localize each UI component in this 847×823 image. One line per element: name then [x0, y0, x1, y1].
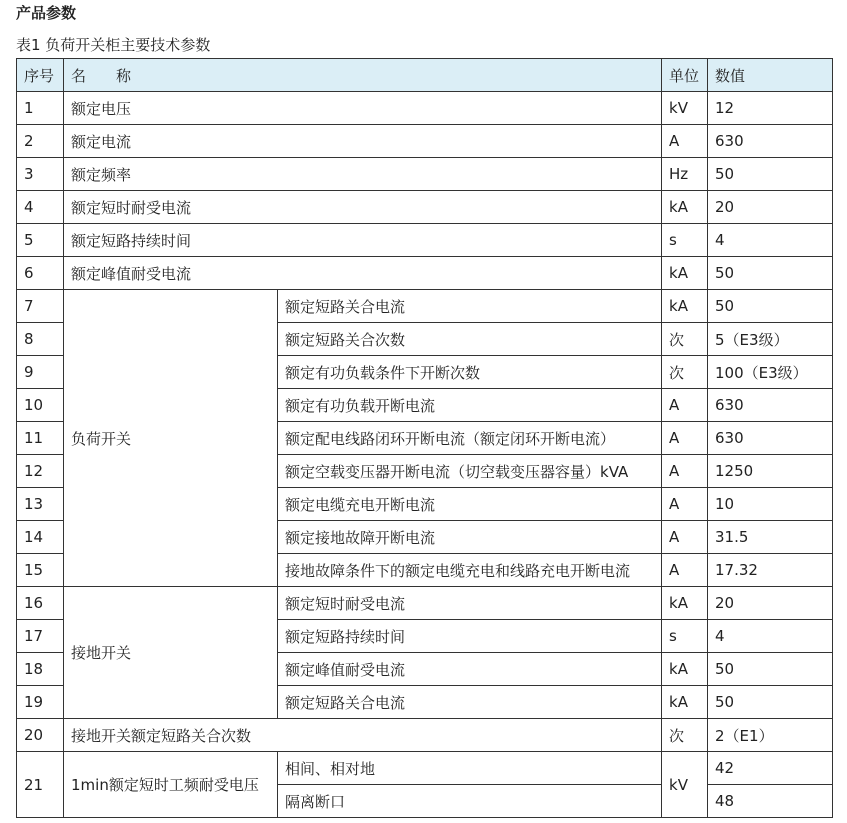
cell-value: 12: [708, 92, 833, 125]
cell-name: 接地开关额定短路关合次数: [64, 719, 662, 752]
cell-name: 额定有功负载条件下开断次数: [278, 356, 662, 389]
col-header-name: 名 称: [64, 59, 662, 92]
cell-value: 5（E3级）: [708, 323, 833, 356]
cell-name: 额定峰值耐受电流: [64, 257, 662, 290]
cell-no: 2: [17, 125, 64, 158]
cell-value: 630: [708, 422, 833, 455]
cell-unit: kA: [662, 191, 708, 224]
cell-name: 额定短路关合次数: [278, 323, 662, 356]
cell-value: 50: [708, 653, 833, 686]
cell-name: 额定接地故障开断电流: [278, 521, 662, 554]
cell-unit: kA: [662, 686, 708, 719]
table-caption: 表1 负荷开关柜主要技术参数: [16, 36, 211, 54]
cell-name: 额定短时耐受电流: [278, 587, 662, 620]
cell-no: 1: [17, 92, 64, 125]
cell-no: 8: [17, 323, 64, 356]
cell-unit: s: [662, 620, 708, 653]
table-row: [17, 224, 833, 257]
cell-unit: A: [662, 455, 708, 488]
cell-no: 10: [17, 389, 64, 422]
cell-value: 1250: [708, 455, 833, 488]
cell-name: 额定空载变压器开断电流（切空载变压器容量）kVA: [278, 455, 662, 488]
cell-value: 42: [708, 752, 833, 785]
cell-name: 额定电流: [64, 125, 662, 158]
cell-no: 21: [17, 752, 64, 818]
cell-no: 17: [17, 620, 64, 653]
cell-value: 2（E1）: [708, 719, 833, 752]
spec-table: [16, 58, 833, 818]
col-header-unit: 单位: [662, 59, 708, 92]
cell-unit: kV: [662, 92, 708, 125]
cell-no: 16: [17, 587, 64, 620]
cell-value: 50: [708, 257, 833, 290]
cell-name: 额定有功负载开断电流: [278, 389, 662, 422]
cell-no: 6: [17, 257, 64, 290]
cell-value: 20: [708, 587, 833, 620]
cell-subname: 相间、相对地: [278, 752, 662, 785]
cell-unit: s: [662, 224, 708, 257]
cell-value: 50: [708, 290, 833, 323]
cell-unit: kA: [662, 587, 708, 620]
cell-name: 额定峰值耐受电流: [278, 653, 662, 686]
cell-no: 3: [17, 158, 64, 191]
cell-unit: A: [662, 125, 708, 158]
table-row: [17, 158, 833, 191]
cell-unit: kA: [662, 257, 708, 290]
cell-name: 额定短路关合电流: [278, 290, 662, 323]
cell-value: 4: [708, 620, 833, 653]
table-row: [17, 92, 833, 125]
cell-value: 630: [708, 125, 833, 158]
cell-unit: 次: [662, 719, 708, 752]
table-row: [17, 752, 833, 785]
cell-name: 接地故障条件下的额定电缆充电和线路充电开断电流: [278, 554, 662, 587]
table-row: [17, 125, 833, 158]
cell-no: 18: [17, 653, 64, 686]
cell-name: 额定短路持续时间: [278, 620, 662, 653]
cell-no: 19: [17, 686, 64, 719]
table-row: [17, 719, 833, 752]
table-row: [17, 191, 833, 224]
cell-no: 15: [17, 554, 64, 587]
table-row: [17, 257, 833, 290]
cell-no: 20: [17, 719, 64, 752]
cell-unit: A: [662, 521, 708, 554]
cell-no: 12: [17, 455, 64, 488]
cell-no: 7: [17, 290, 64, 323]
cell-no: 4: [17, 191, 64, 224]
cell-no: 11: [17, 422, 64, 455]
cell-value: 31.5: [708, 521, 833, 554]
cell-unit: A: [662, 488, 708, 521]
col-header-no: 序号: [17, 59, 64, 92]
cell-no: 14: [17, 521, 64, 554]
cell-name: 额定频率: [64, 158, 662, 191]
cell-name: 额定短路关合电流: [278, 686, 662, 719]
cell-unit: A: [662, 554, 708, 587]
cell-unit: kA: [662, 653, 708, 686]
cell-name: 额定电压: [64, 92, 662, 125]
col-header-value: 数值: [708, 59, 833, 92]
cell-no: 9: [17, 356, 64, 389]
group-label-earth-switch: 接地开关: [64, 587, 278, 719]
cell-unit: 次: [662, 323, 708, 356]
cell-unit: A: [662, 389, 708, 422]
cell-unit: Hz: [662, 158, 708, 191]
table-row: [17, 587, 833, 620]
cell-no: 13: [17, 488, 64, 521]
cell-no: 5: [17, 224, 64, 257]
cell-name: 1min额定短时工频耐受电压: [64, 752, 278, 818]
page-heading: 产品参数: [16, 4, 77, 22]
cell-name: 额定短路持续时间: [64, 224, 662, 257]
cell-value: 10: [708, 488, 833, 521]
cell-value: 630: [708, 389, 833, 422]
cell-value: 17.32: [708, 554, 833, 587]
cell-name: 额定电缆充电开断电流: [278, 488, 662, 521]
cell-unit: kA: [662, 290, 708, 323]
cell-value: 4: [708, 224, 833, 257]
table-header-row: [17, 59, 833, 92]
cell-value: 100（E3级）: [708, 356, 833, 389]
cell-unit: kV: [662, 752, 708, 818]
cell-value: 20: [708, 191, 833, 224]
group-label-load-switch: 负荷开关: [64, 290, 278, 587]
cell-value: 50: [708, 686, 833, 719]
cell-value: 50: [708, 158, 833, 191]
cell-name: 额定短时耐受电流: [64, 191, 662, 224]
cell-unit: 次: [662, 356, 708, 389]
cell-unit: A: [662, 422, 708, 455]
cell-value: 48: [708, 785, 833, 818]
cell-name: 额定配电线路闭环开断电流（额定闭环开断电流）: [278, 422, 662, 455]
cell-subname: 隔离断口: [278, 785, 662, 818]
table-row: [17, 290, 833, 323]
